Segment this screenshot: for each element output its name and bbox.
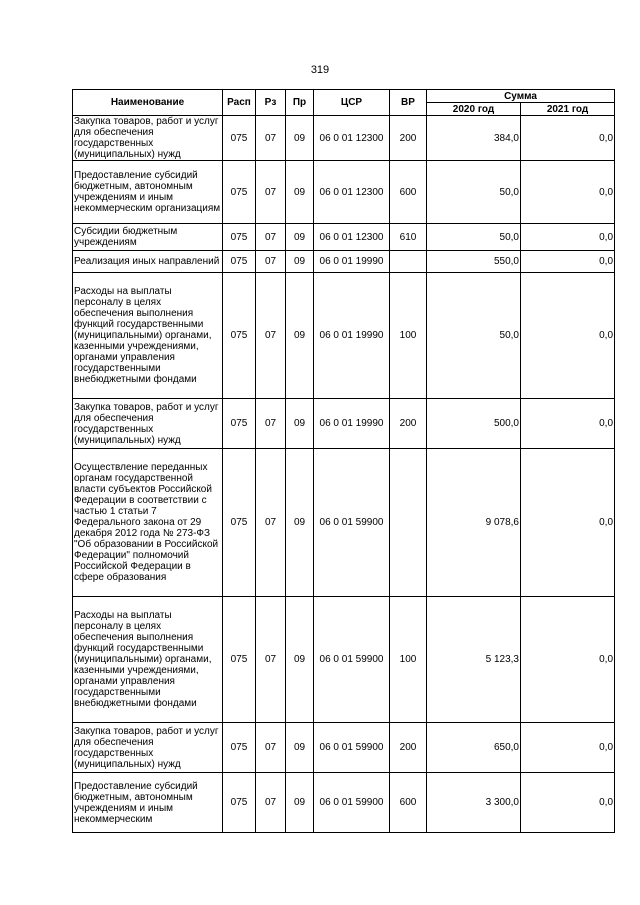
row-sum-2021: 0,0 xyxy=(521,723,615,773)
row-rasp: 075 xyxy=(223,251,256,273)
row-csr: 06 0 01 12300 xyxy=(314,224,390,251)
row-csr: 06 0 01 12300 xyxy=(314,116,390,161)
table-row xyxy=(73,273,615,399)
row-rz: 07 xyxy=(256,399,286,449)
row-pr: 09 xyxy=(286,116,314,161)
row-vr: 600 xyxy=(390,161,427,224)
table-row xyxy=(73,723,615,773)
row-sum-2021: 0,0 xyxy=(521,251,615,273)
row-csr: 06 0 01 59900 xyxy=(314,723,390,773)
row-rz: 07 xyxy=(256,161,286,224)
row-name: Предоставление субсидий бюджетным, автономным учреждениям и иным некоммерческим организациям xyxy=(73,161,223,224)
row-csr: 06 0 01 19990 xyxy=(314,399,390,449)
row-rasp: 075 xyxy=(223,161,256,224)
row-sum-2020: 550,0 xyxy=(427,251,521,273)
row-rz: 07 xyxy=(256,273,286,399)
row-pr: 09 xyxy=(286,224,314,251)
row-pr: 09 xyxy=(286,251,314,273)
row-pr: 09 xyxy=(286,161,314,224)
row-csr: 06 0 01 19990 xyxy=(314,273,390,399)
header-rasp: Расп xyxy=(223,90,256,116)
header-csr: ЦСР xyxy=(314,90,390,116)
row-pr: 09 xyxy=(286,723,314,773)
row-rasp: 075 xyxy=(223,116,256,161)
row-sum-2020: 500,0 xyxy=(427,399,521,449)
table-row xyxy=(73,773,615,833)
row-csr: 06 0 01 12300 xyxy=(314,161,390,224)
row-sum-2021: 0,0 xyxy=(521,597,615,723)
row-rasp: 075 xyxy=(223,224,256,251)
row-pr: 09 xyxy=(286,399,314,449)
row-pr: 09 xyxy=(286,449,314,597)
row-vr: 200 xyxy=(390,116,427,161)
table-row xyxy=(73,161,615,224)
row-vr: 100 xyxy=(390,273,427,399)
header-sum: Сумма xyxy=(427,90,615,103)
row-vr: 200 xyxy=(390,723,427,773)
table-row xyxy=(73,449,615,597)
row-name: Закупка товаров, работ и услуг для обеспечения государственных (муниципальных) нужд xyxy=(73,116,223,161)
row-sum-2020: 3 300,0 xyxy=(427,773,521,833)
row-sum-2021: 0,0 xyxy=(521,161,615,224)
row-name: Закупка товаров, работ и услуг для обеспечения государственных (муниципальных) нужд xyxy=(73,723,223,773)
budget-table xyxy=(72,89,615,833)
table-row xyxy=(73,224,615,251)
header-pr: Пр xyxy=(286,90,314,116)
row-rasp: 075 xyxy=(223,773,256,833)
row-name: Закупка товаров, работ и услуг для обеспечения государственных (муниципальных) нужд xyxy=(73,399,223,449)
row-sum-2021: 0,0 xyxy=(521,399,615,449)
row-rz: 07 xyxy=(256,116,286,161)
row-rz: 07 xyxy=(256,723,286,773)
table-row xyxy=(73,251,615,273)
row-name: Осуществление переданных органам государственной власти субъектов Российской Федерации в соответствии с частью 1 статьи 7 Федерального закона от 29 декабря 2012 года № 273-ФЗ "Об образовании в Российской Федерации" полномочий Российской Федерации в сфере образования xyxy=(73,449,223,597)
header-2021: 2021 год xyxy=(521,103,615,116)
page-number: 319 xyxy=(310,64,330,76)
table-row xyxy=(73,116,615,161)
row-vr: 600 xyxy=(390,773,427,833)
row-pr: 09 xyxy=(286,597,314,723)
row-csr: 06 0 01 19990 xyxy=(314,251,390,273)
row-sum-2020: 50,0 xyxy=(427,161,521,224)
row-sum-2021: 0,0 xyxy=(521,773,615,833)
table-row xyxy=(73,597,615,723)
row-name: Предоставление субсидий бюджетным, автономным учреждениям и иным некоммерческим xyxy=(73,773,223,833)
row-sum-2021: 0,0 xyxy=(521,116,615,161)
row-sum-2021: 0,0 xyxy=(521,449,615,597)
row-rz: 07 xyxy=(256,449,286,597)
row-name: Реализация иных направлений xyxy=(73,251,223,273)
row-vr xyxy=(390,449,427,597)
row-rasp: 075 xyxy=(223,449,256,597)
row-csr: 06 0 01 59900 xyxy=(314,449,390,597)
row-sum-2020: 650,0 xyxy=(427,723,521,773)
header-vr: ВР xyxy=(390,90,427,116)
row-csr: 06 0 01 59900 xyxy=(314,597,390,723)
row-vr: 200 xyxy=(390,399,427,449)
row-vr: 100 xyxy=(390,597,427,723)
row-sum-2020: 50,0 xyxy=(427,273,521,399)
table-body xyxy=(73,116,615,833)
row-sum-2020: 9 078,6 xyxy=(427,449,521,597)
row-sum-2020: 384,0 xyxy=(427,116,521,161)
row-pr: 09 xyxy=(286,273,314,399)
row-name: Субсидии бюджетным учреждениям xyxy=(73,224,223,251)
row-vr: 610 xyxy=(390,224,427,251)
header-rz: Рз xyxy=(256,90,286,116)
row-sum-2021: 0,0 xyxy=(521,273,615,399)
row-rasp: 075 xyxy=(223,273,256,399)
row-sum-2021: 0,0 xyxy=(521,224,615,251)
row-csr: 06 0 01 59900 xyxy=(314,773,390,833)
header-name: Наименование xyxy=(73,90,223,116)
row-rz: 07 xyxy=(256,597,286,723)
table-row xyxy=(73,399,615,449)
row-rz: 07 xyxy=(256,773,286,833)
row-name: Расходы на выплаты персоналу в целях обеспечения выполнения функций государственными (муниципальными) органами, казенными учреждениями, органами управления государственными внебюджетными фондами xyxy=(73,273,223,399)
table-header xyxy=(73,90,615,116)
row-rz: 07 xyxy=(256,224,286,251)
row-rz: 07 xyxy=(256,251,286,273)
row-rasp: 075 xyxy=(223,399,256,449)
row-rasp: 075 xyxy=(223,723,256,773)
header-2020: 2020 год xyxy=(427,103,521,116)
row-sum-2020: 5 123,3 xyxy=(427,597,521,723)
row-sum-2020: 50,0 xyxy=(427,224,521,251)
row-rasp: 075 xyxy=(223,597,256,723)
row-vr xyxy=(390,251,427,273)
row-pr: 09 xyxy=(286,773,314,833)
row-name: Расходы на выплаты персоналу в целях обеспечения выполнения функций государственными (муниципальными) органами, казенными учреждениями, органами управления государственными внебюджетными фондами xyxy=(73,597,223,723)
